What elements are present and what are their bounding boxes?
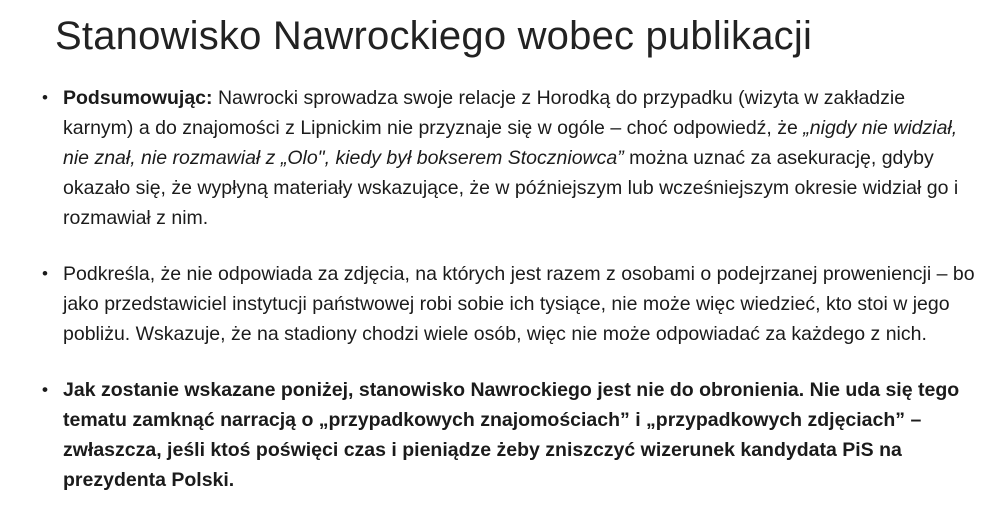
slide-title: Stanowisko Nawrockiego wobec publikacji: [55, 14, 813, 58]
bullet-item: [42, 259, 976, 349]
text-run: można uznać za asekurację, gdyby okazało się, że wypłyną materiały wskazujące, że w późniejszym lub wcześniejszym okresie widział go i rozmawiał z nim.: [63, 146, 959, 229]
text-run: Nawrocki sprowadza swoje relacje z Horodką do przypadku (wizyta w zakładzie karnym) a do znajomości z Lipnickim nie przyznaje się w ogóle – choć odpowiedź, że: [63, 86, 906, 139]
bullet-list: [0, 83, 976, 495]
text-run: Jak zostanie wskazane poniżej, stanowisko Nawrockiego jest nie do obronienia. Nie uda się tego tematu zamknąć narracją o „przypadkowych znajomościach” i „przypadkowych zdjęciach” – zwłaszcza, jeśli ktoś poświęci czas i pieniądze żeby zniszczyć wizerunek kandydata PiS na prezydenta Polski.: [63, 378, 960, 491]
bullet-text: [63, 83, 976, 233]
bullet-marker: •: [42, 379, 48, 399]
bullet-text: [63, 375, 976, 495]
text-run: „nigdy nie widział, nie znał, nie rozmawiał z „Olo", kiedy był bokserem Stoczniowca”: [63, 116, 958, 169]
bullet-text: [63, 259, 976, 349]
text-run: Podsumowując:: [63, 86, 213, 109]
bullet-marker: •: [42, 87, 48, 107]
text-run: Podkreśla, że nie odpowiada za zdjęcia, na których jest razem z osobami o podejrzanej proweniencji – bo jako przedstawiciel instytucji państwowej robi sobie ich tysiące, nie może więc wiedzieć, kto stoi w jego pobliżu. Wskazuje, że na stadiony chodzi wiele osób, więc nie może odpowiadać za każdego z nich.: [63, 262, 975, 345]
bullet-item: [42, 83, 976, 233]
bullet-marker: •: [42, 263, 48, 283]
bullet-item: [42, 375, 976, 495]
